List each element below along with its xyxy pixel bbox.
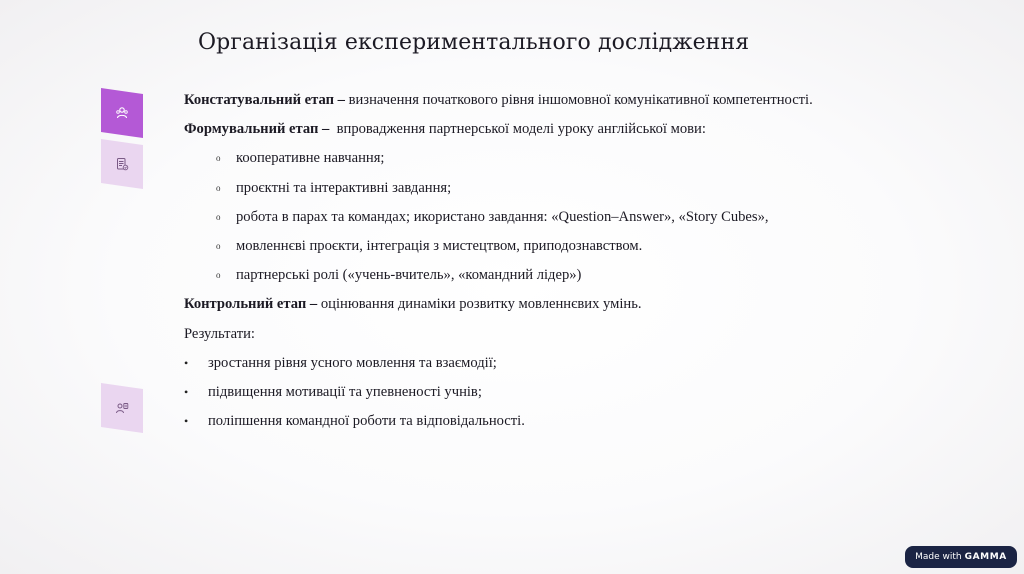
result-list-item [184, 349, 964, 378]
sub-list-item [184, 144, 964, 173]
stage-name: Констатувальний етап – [184, 92, 345, 108]
sub-bullet: o [216, 211, 221, 222]
people-icon [115, 106, 129, 120]
sub-list-item [184, 203, 964, 232]
users-icon [115, 401, 129, 415]
result-text: підвищення мотивації та упевненості учнів; [208, 383, 482, 400]
sub-list-item [184, 232, 964, 261]
slide-body [184, 86, 964, 436]
result-text: зростання рівня усного мовлення та взаємодії; [208, 354, 497, 371]
result-list-item [184, 378, 964, 407]
sub-item-text: проєктні та інтерактивні завдання; [236, 179, 452, 196]
sub-bullet: o [216, 153, 221, 164]
result-text: поліпшення командної роботи та відповідальності. [208, 413, 525, 430]
section-marker-1 [101, 88, 143, 138]
section-marker-2 [101, 139, 143, 189]
section-marker-3 [101, 383, 143, 433]
stage-name: Контрольний етап – [184, 296, 318, 313]
stage-name: Формувальний етап – [184, 121, 330, 138]
sub-item-text: кооперативне навчання; [236, 150, 385, 167]
bullet: • [184, 414, 189, 429]
stage-line-1 [184, 86, 964, 115]
badge-prefix: Made with [915, 552, 962, 562]
sub-list-item [184, 174, 964, 203]
stage-line-2 [184, 115, 964, 144]
stage-line-3 [184, 290, 964, 319]
sub-bullet: o [216, 240, 221, 251]
page-title: Організація експериментального дослідження [198, 30, 750, 55]
sub-item-text: партнерські ролі («учень-вчитель», «командний лідер») [236, 267, 582, 284]
document-check-icon [115, 157, 129, 171]
bullet: • [184, 384, 189, 399]
sub-item-text: мовленнєві проєкти, інтеграція з мистецтвом, приподознавством. [236, 237, 643, 254]
sub-bullet: o [216, 182, 221, 193]
sub-bullet: o [216, 270, 221, 281]
stage-description: впровадження партнерської моделі уроку англійської мови: [329, 121, 706, 138]
gamma-logo: GAMMA [964, 552, 1007, 562]
results-heading: Результати: [184, 325, 255, 342]
result-list-item [184, 407, 964, 436]
bullet: • [184, 355, 189, 370]
stage-description: визначення початкового рівня іншомовної комунікативної компетентності. [344, 92, 813, 108]
sub-item-text: робота в парах та командах; икористано завдання: «Question–Answer», «Story Cubes», [236, 208, 769, 225]
made-with-gamma-badge[interactable] [905, 546, 1017, 568]
stage-description: оцінювання динаміки розвитку мовленнєвих умінь. [317, 296, 642, 313]
sub-list-item [184, 261, 964, 290]
